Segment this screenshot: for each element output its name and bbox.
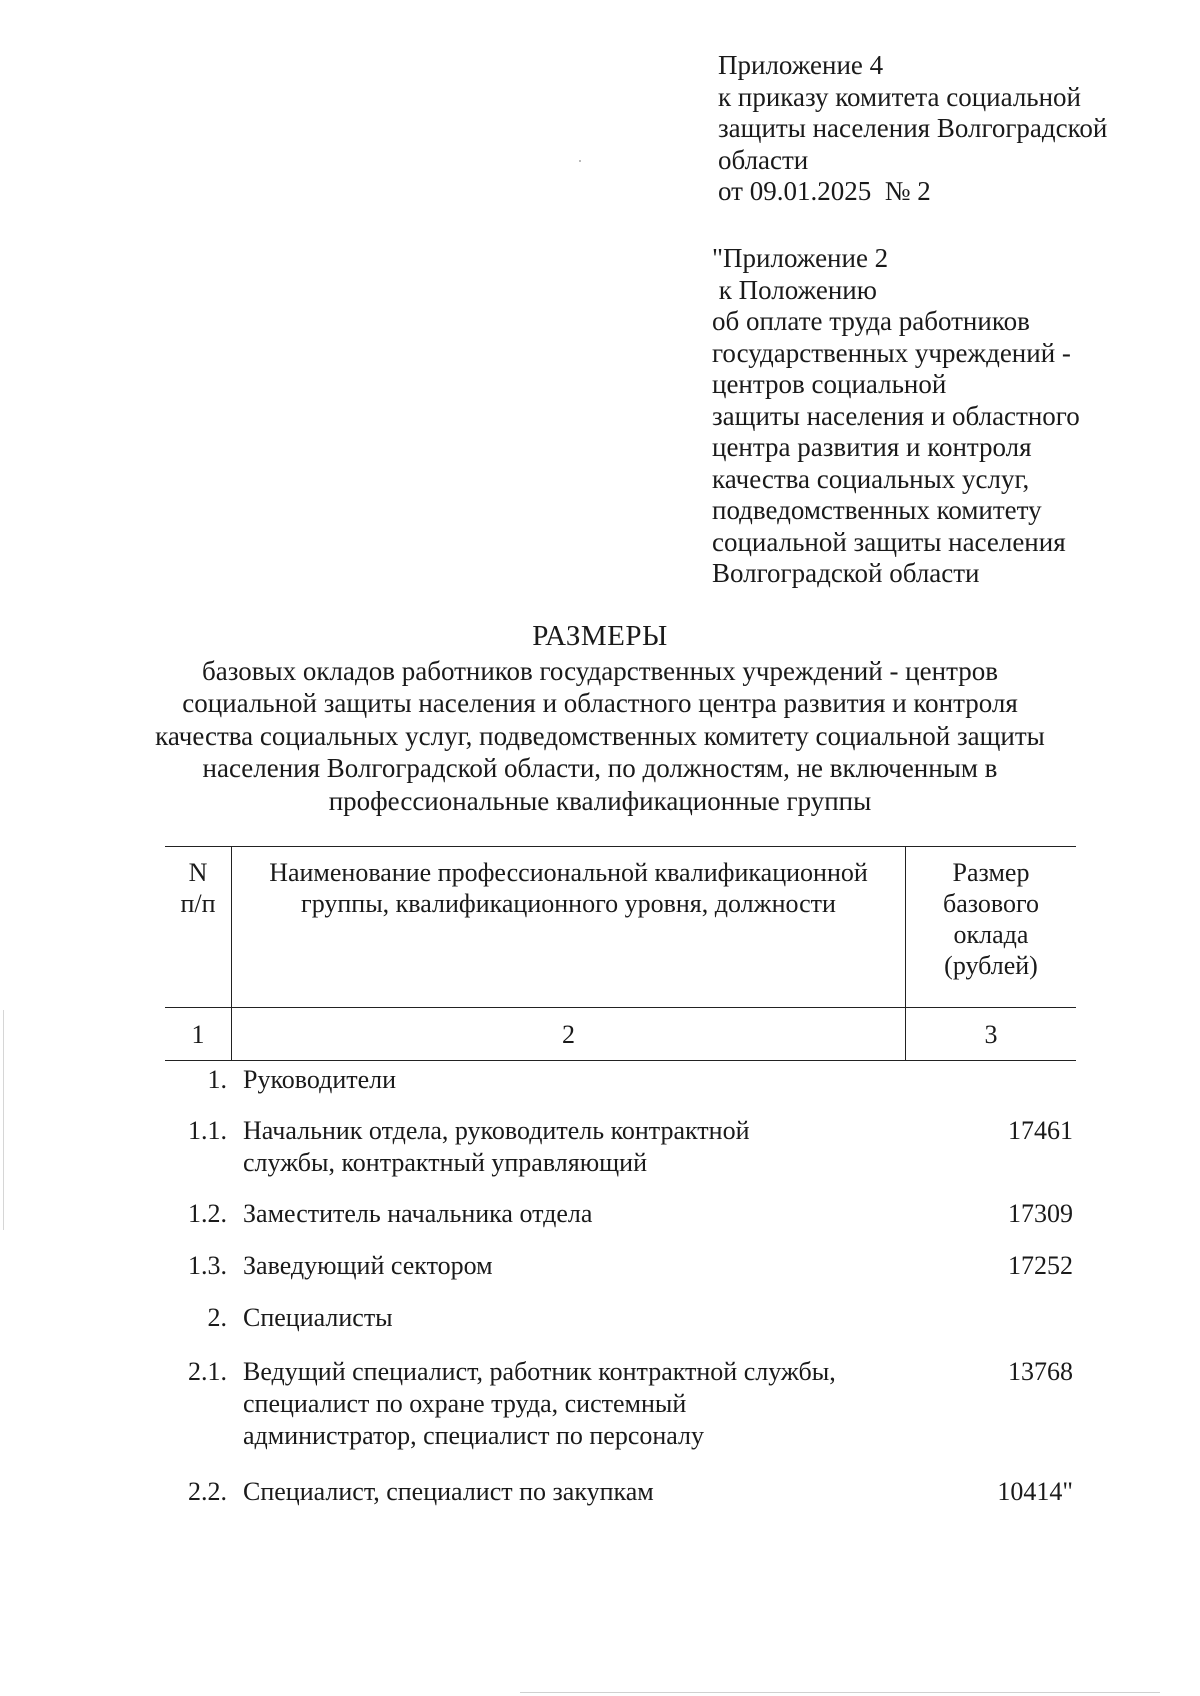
row-number: 1.1. [188,1116,227,1145]
scan-edge-mark [3,1010,4,1230]
position-line: администратор, специалист по персоналу [243,1421,705,1450]
row-position [227,1302,923,1334]
column-number: 2 [232,1008,906,1061]
annex-line: к Положению [712,274,877,305]
position-line: Специалисты [243,1303,393,1332]
annex-line: подведомственных комитету [712,495,1042,525]
row-salary [923,1302,1073,1334]
annex-line: центра развития и контроля [712,432,1032,462]
title-line: базовых окладов работников государственных учреждений - центров [202,655,998,686]
table-row [165,1064,1073,1096]
annex-reference [712,243,1080,590]
title-line: населения Волгоградской области, по должностям, не включенным в [202,753,998,783]
row-position [227,1198,923,1230]
scan-edge-mark [520,1692,1160,1693]
title-line: социальной защиты населения и областного центра развития и контроля [182,688,1018,718]
approval-line: Приложение 4 [718,50,884,80]
row-salary: 17461 [1008,1116,1073,1145]
header-text: п/п [180,889,216,918]
approval-line: области [718,144,809,175]
annex-line: социальной защиты населения [712,526,1066,557]
annex-line: защиты населения и областного [712,400,1080,431]
header-text: базового [942,889,1039,918]
approval-stamp [718,50,1107,208]
row-salary: 10414" [997,1477,1073,1506]
header-text: N [188,858,208,887]
position-line: Заведующий сектором [243,1251,493,1280]
annex-line: об оплате труда работников [712,306,1030,336]
header-text: (рублей) [944,951,1038,980]
row-number: 1.3. [188,1251,227,1280]
header-row [165,847,1076,1008]
title-heading: РАЗМЕРЫ [532,620,668,652]
table-row [165,1302,1073,1334]
annex-line: центров социальной [712,369,947,399]
scan-speck [579,160,581,162]
table-row [165,1356,1073,1452]
row-number: 2.1. [188,1357,227,1386]
position-line: Заместитель начальника отдела [243,1199,593,1228]
header-text: оклада [953,920,1029,949]
row-number: 2.2. [188,1477,227,1506]
row-position [227,1476,923,1508]
row-salary: 13768 [1008,1357,1073,1386]
row-number: 2. [207,1303,227,1332]
annex-line: качества социальных услуг, [712,463,1030,494]
row-number: 1. [207,1065,227,1094]
annex-line: государственных учреждений - [712,337,1071,368]
approval-line: от 09.01.2025 № 2 [718,176,931,206]
column-number: 1 [165,1008,232,1061]
row-position [227,1064,923,1096]
header-text: группы, квалификационного уровня, должности [301,889,836,918]
position-line: Специалист, специалист по закупкам [243,1477,654,1506]
column-number: 3 [906,1008,1077,1061]
table-row [165,1198,1073,1230]
header-cell-name [232,847,906,1008]
table-row [165,1250,1073,1282]
position-line: специалист по охране труда, системный [243,1389,687,1418]
row-position [227,1115,923,1179]
header-text: Наименование профессиональной квалификационной [269,858,868,887]
row-number: 1.2. [188,1199,227,1228]
header-text: Размер [952,858,1030,887]
table-row [165,1115,1073,1179]
position-line: Ведущий специалист, работник контрактной службы, [243,1357,836,1386]
document-title [150,620,1050,817]
row-position [227,1356,923,1452]
position-line: Руководители [243,1065,397,1094]
position-line: Начальник отдела, руководитель контрактной [243,1116,750,1145]
title-line: профессиональные квалификационные группы [328,785,872,816]
approval-line: к приказу комитета социальной [718,81,1082,112]
row-salary: 17252 [1008,1251,1073,1280]
approval-line: защиты населения Волгоградской [718,113,1108,143]
row-position [227,1250,923,1282]
title-line: качества социальных услуг, подведомственных комитету социальной защиты [155,720,1045,751]
row-salary: 17309 [1008,1199,1073,1228]
position-line: службы, контрактный управляющий [243,1148,647,1177]
annex-line: Волгоградской области [712,558,980,588]
column-number-row [165,1008,1076,1061]
table-row [165,1476,1073,1508]
annex-line: "Приложение 2 [712,243,889,273]
header-cell-salary [906,847,1077,1008]
header-cell-number [165,847,232,1008]
salary-table-header [165,846,1076,1061]
row-salary [923,1064,1073,1096]
